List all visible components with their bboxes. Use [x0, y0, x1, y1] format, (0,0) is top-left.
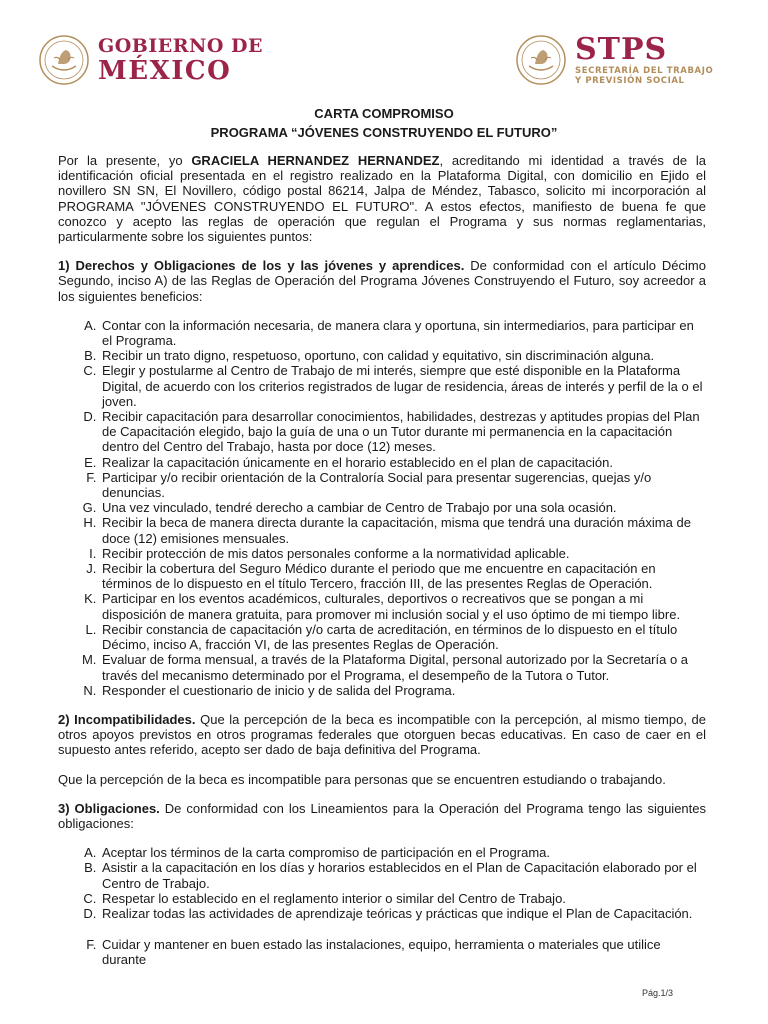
list-item: D. Recibir capacitación para desarrollar conocimientos, habilidades, destrezas y aptitudes propias del Plan de Capacitación elegido, bajo la guía de una o un Tutor durante mi permanencia en la capacitación dentro del Centro del Trabajo, hasta por doce (12) meses.: [100, 409, 706, 455]
list-item: L. Recibir constancia de capacitación y/o carta de acreditación, en términos de lo dispuesto en el título Décimo, inciso A, fracción VI, de las presentes Reglas de Operación.: [100, 622, 706, 652]
list-item: A. Aceptar los términos de la carta compromiso de participación en el Programa.: [100, 845, 706, 860]
national-seal-icon: [38, 34, 90, 86]
list-item: C. Respetar lo establecido en el reglamento interior o similar del Centro de Trabajo.: [100, 891, 706, 906]
list-item: K. Participar en los eventos académicos, culturales, deportivos o recreativos que se pongan a mi disposición de manera gratuita, para promover mi inclusión social y el uso óptimo de mi tiempo libre.: [100, 591, 706, 621]
section1-text: De conformidad con el artículo Décimo Segundo, inciso A) de las Reglas de Operación del Programa Jóvenes Construyendo el Futuro, soy acreedor a los siguientes beneficios:: [58, 258, 706, 304]
intro-before: Por la presente, yo: [58, 153, 192, 168]
section3-paragraph: [58, 801, 706, 831]
section3-text: De conformidad con los Lineamientos para la Operación del Programa tengo las siguientes obligaciones:: [58, 800, 706, 831]
benefits-list: [58, 318, 706, 698]
list-item: N. Responder el cuestionario de inicio y de salida del Programa.: [100, 683, 706, 698]
section1-paragraph: [58, 258, 706, 304]
list-item: B. Asistir a la capacitación en los días y horarios establecidos en el Plan de Capacitación elaborado por el Centro de Trabajo.: [100, 860, 706, 890]
stps-seal-icon: [515, 34, 567, 86]
stps-acronym: STPS: [575, 31, 668, 67]
list-item: J. Recibir la cobertura del Seguro Médico durante el periodo que me encuentre en capacitación en términos de lo dispuesto en el título Tercero, fracción III, de las presentes Reglas de Operación.: [100, 561, 706, 591]
intro-after: , acreditando mi identidad a través de la identificación oficial presentada en el registro realizado en la Plataforma Digital, con domicilio en Ejido el novillero SN SN, El Novillero, código postal 86214, Jalpa de Méndez, Tabasco, solicito mi incorporación al PROGRAMA "JÓVENES CONSTRUYENDO EL FUTURO". A estos efectos, manifiesto de buena fe que conozco y acepto las reglas de operación que regulan el Programa y sus normas reglamentarias, particularmente sobre los siguientes puntos:: [58, 153, 707, 245]
list-item: I. Recibir protección de mis datos personales conforme a la normatividad aplicable.: [100, 546, 706, 561]
section2-heading: 2) Incompatibilidades.: [58, 711, 196, 727]
gobierno-de-mexico-logo: [38, 34, 263, 86]
list-item: E. Realizar la capacitación únicamente en el horario establecido en el plan de capacitación.: [100, 455, 706, 470]
list-item: H. Recibir la beca de manera directa durante la capacitación, misma que tendrá una duración máxima de doce (12) emisiones mensuales.: [100, 515, 706, 545]
document-titles: [0, 104, 768, 142]
stps-name-line2: Y PREVISIÓN SOCIAL: [575, 76, 685, 86]
applicant-name: GRACIELA HERNANDEZ HERNANDEZ: [191, 153, 440, 168]
section1-heading: 1) Derechos y Obligaciones de los y las jóvenes y aprendices.: [58, 258, 465, 274]
list-item: F. Participar y/o recibir orientación de la Contraloría Social para presentar sugerencias, quejas y/o denuncias.: [100, 470, 706, 500]
mexico-text: MÉXICO: [98, 55, 232, 86]
list-item: B. Recibir un trato digno, respetuoso, oportuno, con calidad y equitativo, sin discriminación alguna.: [100, 348, 706, 363]
list-item: M. Evaluar de forma mensual, a través de la Plataforma Digital, personal autorizado por la Secretaría o a través del mecanismo determinado por el Programa, el desempeño de la Tutora o Tutor.: [100, 652, 706, 682]
section3-heading: 3) Obligaciones.: [58, 800, 160, 816]
document-body: [58, 153, 706, 982]
letterhead: [0, 0, 768, 100]
list-item: C. Elegir y postularme al Centro de Trabajo de mi interés, siempre que esté disponible en la Plataforma Digital, de acuerdo con los criterios registrados de lugar de residencia, áreas de interés y perfil de la o el joven.: [100, 363, 706, 409]
list-item: D. Realizar todas las actividades de aprendizaje teóricas y prácticas que indique el Plan de Capacitación.: [100, 906, 706, 921]
list-item: G. Una vez vinculado, tendré derecho a cambiar de Centro de Trabajo por una sola ocasión.: [100, 500, 706, 515]
page-number: Pág.1/3: [642, 988, 674, 998]
stps-name-line1: SECRETARÍA DEL TRABAJO: [575, 65, 714, 76]
list-item: F. Cuidar y mantener en buen estado las instalaciones, equipo, herramienta o materiales que utilice durante: [100, 937, 706, 967]
document-title: CARTA COMPROMISO: [314, 106, 454, 121]
section2-note: Que la percepción de la beca es incompatible para personas que se encuentren estudiando o trabajando.: [58, 771, 666, 787]
document-subtitle: PROGRAMA “JÓVENES CONSTRUYENDO EL FUTURO”: [210, 125, 558, 140]
section2-text: Que la percepción de la beca es incompatible con la percepción, al mismo tiempo, de otros apoyos previstos en otros programas federales que otorguen becas educativas. En caso de caer en el supuesto antes referido, acepto ser dado de baja definitiva del Programa.: [58, 711, 706, 758]
gobierno-de-text: GOBIERNO DE: [98, 34, 263, 57]
obligations-list: [58, 845, 706, 967]
list-item: A. Contar con la información necesaria, de manera clara y oportuna, sin intermediarios, para participar en el Programa.: [100, 318, 706, 348]
intro-paragraph: [58, 153, 706, 244]
section2-paragraph: [58, 712, 706, 758]
stps-logo: [515, 31, 714, 86]
